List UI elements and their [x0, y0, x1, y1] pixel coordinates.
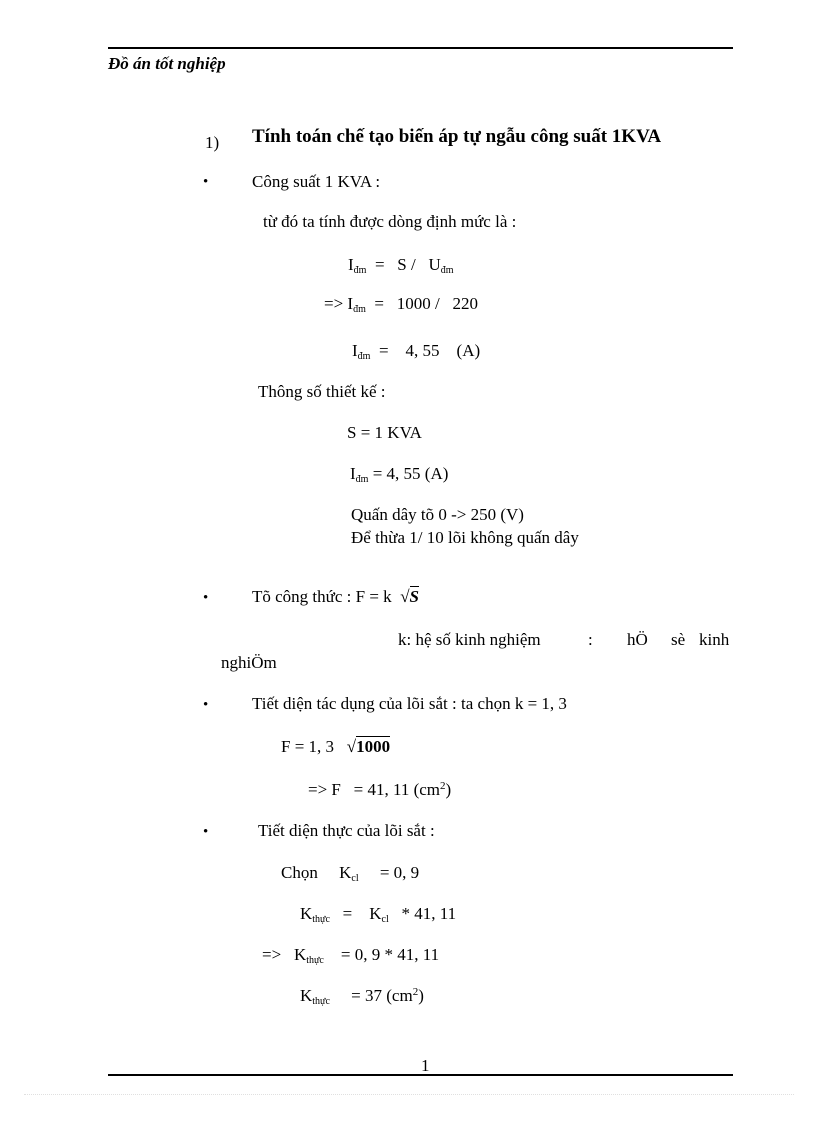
- cross-section-radicand: 1000: [356, 737, 391, 756]
- k-note-line-2: nghiÖm: [221, 653, 277, 672]
- equation-rated-current-3: $I_{đm}$ = 4, 55 (A): [352, 341, 481, 362]
- page-number: 1: [421, 1056, 430, 1075]
- header-title: Đồ án tốt nghiệp: [108, 54, 226, 73]
- equation-rated-current-2: => $I_{đm}$ = 1000 / 220: [324, 294, 478, 315]
- design-winding: Quấn dây tõ 0 -> 250 (V): [351, 505, 524, 524]
- k-note-word-2: sè: [671, 630, 686, 649]
- bullet-icon: •: [203, 697, 209, 713]
- cross-section-label: Tiết diện tác dụng của lõi sắt : ta chọn k = 1, 3: [252, 694, 567, 713]
- real-section-eq-3: => $K_{thực}$ = 0, 9 * 41, 11: [262, 945, 440, 966]
- section-number: 1): [205, 133, 220, 152]
- formula-label: Tõ công thức : F = k √S: [252, 587, 419, 606]
- section-title: Tính toán chế tạo biến áp tự ngẫu công suất 1KVA: [252, 126, 662, 147]
- real-section-eq-2: $K_{thực}$ = $K_{cl}$ * 41, 11: [300, 904, 457, 925]
- design-power: S = 1 KVA: [347, 423, 422, 442]
- k-note-word-1: hÖ: [627, 630, 648, 649]
- design-current: $I_{đm} = 4$, 55 (A): [350, 464, 449, 485]
- header-rule: [108, 47, 733, 49]
- real-section-eq-1: Chọn $K_{cl}$ = 0, 9: [281, 863, 420, 884]
- real-section-eq-4: $K_{thực}$ = 37 $(cm^2)$: [300, 986, 424, 1007]
- design-label: Thông số thiết kế :: [258, 382, 386, 401]
- k-note-text: k: hệ số kinh nghiệm: [398, 630, 541, 649]
- footer-rule: [108, 1074, 733, 1076]
- cross-section-eq-1: F = 1, 3 √1000: [281, 737, 391, 756]
- k-note-word-3: kinh: [699, 630, 730, 649]
- power-intro: từ đó ta tính được dòng định mức là :: [263, 212, 517, 231]
- design-spare: Để thừa 1/ 10 lõi không quấn dây: [351, 528, 579, 547]
- bullet-icon: •: [203, 824, 209, 840]
- power-label: Công suất 1 KVA :: [252, 172, 381, 191]
- page-edge-divider: [24, 1094, 794, 1095]
- equation-rated-current-1: $I_{đm}$ = S / $U_{đm}$: [348, 255, 454, 276]
- formula-radicand: S: [409, 587, 419, 606]
- k-note-colon: :: [588, 630, 593, 649]
- bullet-icon: •: [203, 590, 209, 606]
- bullet-icon: •: [203, 174, 209, 190]
- cross-section-eq-2: => F = 41, 11 $(cm^2)$: [308, 780, 452, 799]
- real-section-label: Tiết diện thực của lõi sắt :: [258, 821, 435, 840]
